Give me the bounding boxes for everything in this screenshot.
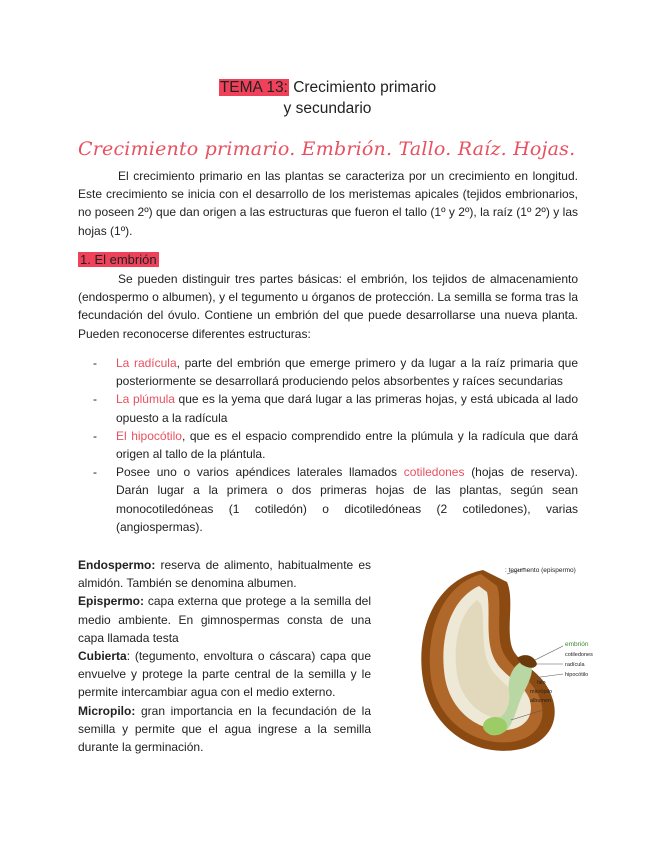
definition-term: Epispermo: — [78, 594, 145, 609]
label-hilo: hilo — [537, 680, 546, 686]
radicle-tip — [483, 717, 507, 735]
bullet-dash: - — [93, 465, 97, 480]
list-item — [78, 427, 578, 463]
subsection-heading-text: 1. El embrión — [80, 252, 157, 267]
definition-text: gran importancia en la fecundación de la semilla y permite que el agua ingrese a la semilla durante la germinación. — [78, 703, 371, 755]
bullet-dash: - — [93, 428, 97, 443]
structures-list — [78, 354, 578, 536]
label-embrion: embrión — [565, 641, 589, 648]
embryo-paragraph — [78, 270, 578, 343]
definition-item — [78, 647, 371, 702]
list-item — [78, 354, 578, 390]
definition-item — [78, 702, 371, 757]
label-cotiledones: cotiledones — [565, 652, 593, 658]
title-tag: TEMA 13: — [219, 79, 288, 96]
definition-text: : (tegumento, envoltura o cáscara) capa que envuelve y protege la parte central de la semilla y le permite intercambiar agua con el medio externo. — [78, 649, 371, 700]
label-albumen: albumen — [530, 698, 552, 704]
bullet-dash: - — [93, 356, 97, 370]
label-tegumento: : tegumento (epispermo) — [505, 567, 576, 574]
bullet-highlight: La plúmula — [116, 392, 175, 407]
definitions — [78, 556, 371, 756]
intro-paragraph — [78, 167, 578, 240]
label-hipocotilo: hipocótilo — [565, 672, 589, 678]
leader-line — [535, 646, 563, 660]
page-title — [0, 77, 655, 119]
definition-term: Endospermo: — [78, 558, 156, 572]
bullet-text: (hojas de reserva). Darán lugar a la primera o dos primeras hojas de las plantas, según sean monocotiledóneas (1 cotiledón) o dicotiledóneas (2 cotiledones), varias (angiospermas). — [116, 465, 578, 534]
title-line-1: Crecimiento primario — [293, 79, 437, 96]
definition-item — [78, 556, 371, 592]
embryo-text: Se pueden distinguir tres partes básicas: el embrión, los tejidos de almacenamiento (endospermo o albumen), y el tegumento u órganos de protección. La semilla se forma tras la fecundación del óvulo. Contiene un embrión del que puede desarrollarse una nueva planta. Pueden reconocerse diferentes estructuras: — [78, 272, 578, 341]
definition-text: capa externa que protege a la semilla del medio ambiente. En gimnospermas consta de una capa llamada testa — [78, 594, 371, 645]
definition-item — [78, 592, 371, 647]
section-heading: Crecimiento primario. Embrión. Tallo. Raíz. Hojas. — [78, 138, 576, 160]
definition-term: Cubierta — [78, 649, 127, 664]
bullet-highlight: La radícula — [116, 356, 177, 370]
bullet-highlight: El hipocótilo — [116, 428, 182, 443]
bullet-text: , que es el espacio comprendido entre la plúmula y la radícula que dará origen al tallo de la plántula. — [116, 428, 578, 462]
bullet-pre: Posee uno o varios apéndices laterales llamados — [116, 465, 404, 480]
list-item — [78, 463, 578, 536]
label-radicula: radícula — [565, 662, 585, 668]
bullet-dash: - — [93, 392, 97, 407]
bullet-text: que es la yema que dará lugar a las primeras hojas, y está ubicada al lado opuesto a la radícula — [116, 392, 578, 425]
seed-diagram — [395, 560, 605, 760]
bullet-text: , parte del embrión que emerge primero y da lugar a la raíz primaria que posteriormente se desarrollará produciendo pelos absorbentes y raíces secundarias — [116, 356, 579, 389]
subsection-heading — [78, 252, 159, 267]
title-line-2: y secundario — [283, 100, 372, 117]
intro-text: El crecimiento primario en las plantas se caracteriza por un crecimiento en longitud. Este crecimiento se inicia con el desarrollo de los meristemas apicales (tejidos embrionarios, no poseen 2º) que dan origen a las estructuras que fueron el tallo (1º y 2º), la raíz (1º 2º) y las hojas (1º). — [78, 169, 578, 238]
definition-term: Micropilo: — [78, 703, 136, 718]
bullet-highlight: cotiledones — [403, 465, 465, 480]
label-micropilo: micrópilo — [530, 689, 553, 695]
list-item — [78, 390, 578, 426]
definition-text: reserva de alimento, habitualmente es almidón. También se denomina albumen. — [78, 558, 371, 591]
